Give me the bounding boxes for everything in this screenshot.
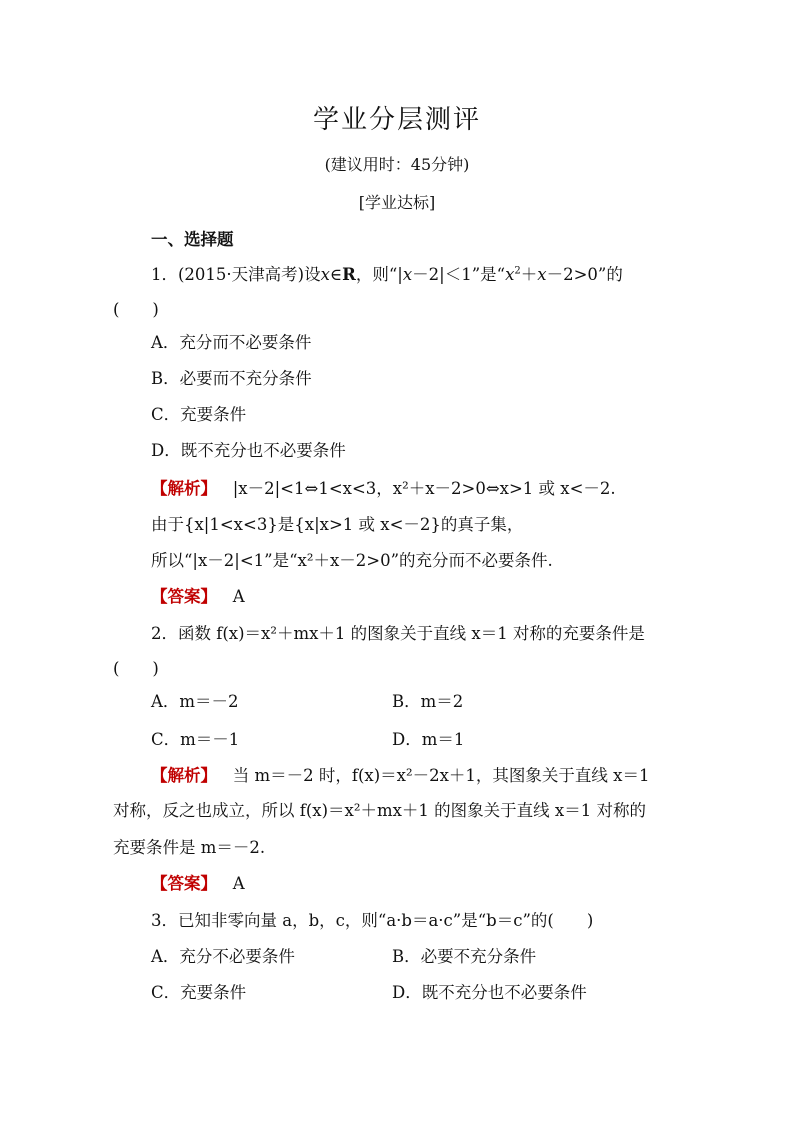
question-2-analysis-line2: 对称，反之也成立，所以 f(x)＝x²＋mx＋1 的图象关于直线 x＝1 对称的 — [113, 801, 646, 820]
question-1-analysis-line3: 所以“|x－2|<1”是“x²＋x－2>0”的充分而不必要条件. — [151, 551, 553, 570]
question-1-answer: 【答案】 A — [151, 587, 245, 606]
question-3-option-a: A．充分不必要条件 — [151, 947, 295, 966]
question-1-option-a: A．充分而不必要条件 — [151, 333, 312, 352]
question-1-option-b: B．必要而不充分条件 — [151, 369, 312, 388]
question-2-option-d: D．m＝1 — [392, 730, 465, 749]
question-2-option-a: A．m＝－2 — [151, 692, 239, 711]
page-title: 学业分层测评 — [312, 105, 481, 135]
analysis-tag: 【解析】 — [151, 479, 217, 498]
question-1-paren: ( ) — [113, 300, 159, 319]
question-1-analysis: 【解析】 |x－2|<1⇔1<x<3，x²＋x－2>0⇔x>1 或 x<－2. — [151, 479, 616, 498]
question-2-stem: 2．函数 f(x)＝x²＋mx＋1 的图象关于直线 x＝1 对称的充要条件是 — [151, 624, 645, 643]
section-tag: [学业达标] — [358, 193, 436, 212]
answer-tag: 【答案】 — [151, 587, 217, 606]
analysis-tag: 【解析】 — [151, 766, 217, 785]
question-1-analysis-line2: 由于{x|1<x<3}是{x|x>1 或 x<－2}的真子集， — [151, 515, 524, 534]
question-3-stem: 3．已知非零向量 a，b，c，则“a·b＝a·c”是“b＝c”的( ) — [151, 911, 594, 930]
question-3-option-b: B．必要不充分条件 — [392, 947, 537, 966]
answer-tag: 【答案】 — [151, 874, 217, 893]
question-2-paren: ( ) — [113, 659, 159, 678]
question-1-option-d: D．既不充分也不必要条件 — [151, 441, 346, 460]
question-1-option-c: C．充要条件 — [151, 405, 247, 424]
question-2-option-b: B．m＝2 — [392, 692, 464, 711]
time-note: (建议用时：45分钟) — [324, 155, 470, 174]
section-heading: 一、选择题 — [151, 230, 234, 249]
question-2-answer: 【答案】 A — [151, 874, 245, 893]
question-3-option-c: C．充要条件 — [151, 983, 247, 1002]
question-1-stem: 1．(2015·天津高考)设x∈R，则“|x－2|＜1”是“$x^2+x-2>0$”的 — [151, 265, 623, 284]
question-2-option-c: C．m＝－1 — [151, 730, 240, 749]
question-2-analysis: 【解析】 当 m＝－2 时，f(x)＝x²－2x＋1，其图象关于直线 x＝1 — [151, 766, 650, 785]
question-3-option-d: D．既不充分也不必要条件 — [392, 983, 587, 1002]
question-2-analysis-line3: 充要条件是 m＝－2. — [113, 838, 266, 857]
